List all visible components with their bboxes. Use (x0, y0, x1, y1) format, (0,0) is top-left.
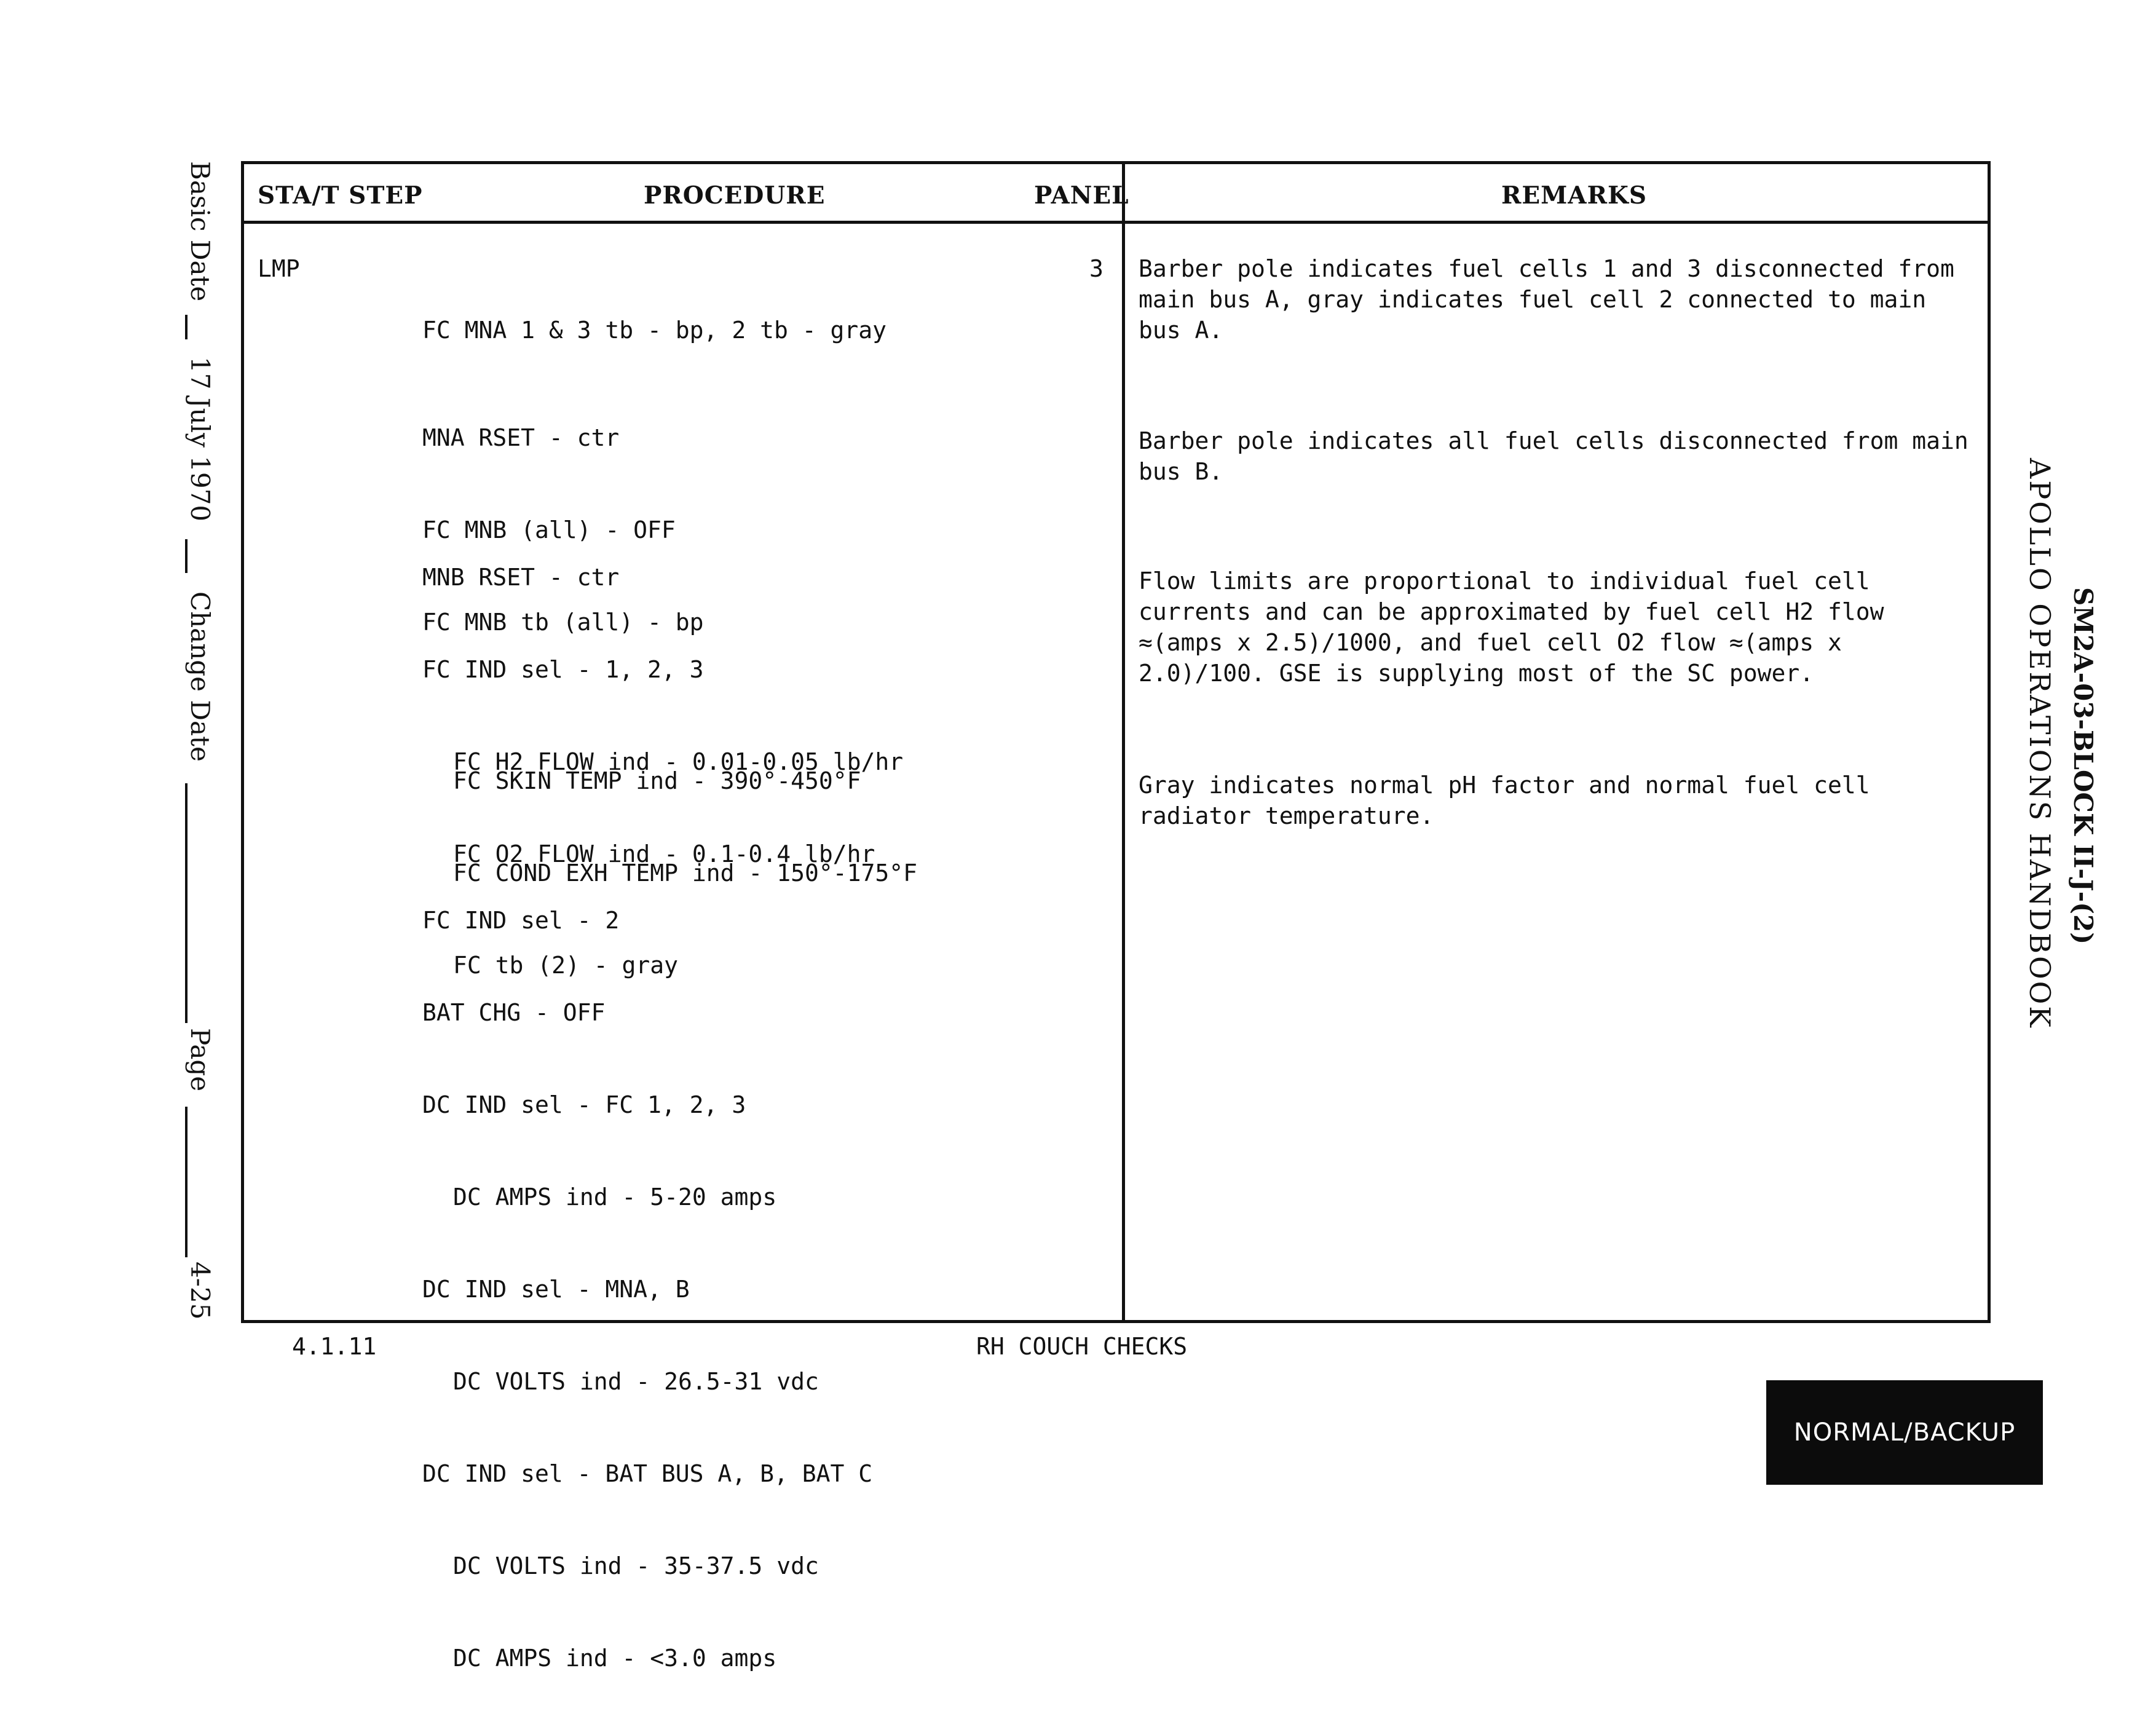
section-number: 4.1.11 (292, 1333, 377, 1360)
procedure-line: DC IND sel - BAT BUS A, B, BAT C (422, 1460, 873, 1487)
basic-date-rule (185, 315, 215, 339)
header-sta-step: STA/T STEP (258, 181, 423, 210)
procedure-line: DC IND sel - MNA, B (422, 1276, 690, 1303)
procedure-line: FC MNA 1 & 3 tb - bp, 2 tb - gray (422, 317, 886, 344)
procedure-line: FC SKIN TEMP ind - 390°-450°F (453, 767, 861, 794)
procedure-line: FC MNB (all) - OFF (422, 516, 676, 543)
column-divider (1122, 164, 1125, 1320)
header-remarks: REMARKS (1501, 181, 1648, 210)
remark-fc-mnb: Barber pole indicates all fuel cells disconnected from main bus B. (1139, 427, 1968, 485)
document-id: SM2A-03-BLOCK II-J-(2) (2068, 587, 2098, 945)
basic-date-value: 17 July 1970 (185, 357, 215, 522)
procedure-group-5 (422, 844, 872, 1735)
header-procedure: PROCEDURE (644, 181, 826, 210)
page-number: 4-25 (185, 1262, 215, 1320)
left-margin-info (172, 161, 215, 1323)
procedure-line: FC IND sel - 2 (422, 907, 620, 934)
procedure-line: DC AMPS ind - 5-20 amps (453, 1184, 777, 1211)
procedure-line: FC O2 FLOW ind - 0.1-0.4 lb/hr (453, 840, 875, 868)
remark-gray-ph: Gray indicates normal pH factor and normal fuel cell radiator temperature. (1139, 772, 1870, 829)
procedure-line: DC IND sel - FC 1, 2, 3 (422, 1091, 746, 1118)
procedure-line: DC VOLTS ind - 26.5-31 vdc (453, 1368, 819, 1395)
page-label: Page (185, 1028, 215, 1092)
page-rule (185, 1107, 215, 1257)
station-cell: LMP (258, 255, 300, 282)
change-date-label: Change Date (185, 591, 215, 762)
procedure-line: MNB RSET - ctr (422, 564, 620, 591)
header-divider (244, 221, 1988, 224)
procedure-line: FC H2 FLOW ind - 0.01-0.05 lb/hr (453, 748, 904, 775)
basic-date-label: Basic Date (185, 161, 215, 302)
change-date-rule (185, 783, 215, 1023)
procedure-line: BAT CHG - OFF (422, 999, 606, 1026)
basic-date-rule-end (185, 539, 215, 573)
handbook-title: APOLLO OPERATIONS HANDBOOK (2023, 458, 2056, 1029)
procedure-line: DC VOLTS ind - 35-37.5 vdc (453, 1552, 819, 1579)
remark-fc-mna: Barber pole indicates fuel cells 1 and 3 disconnected from main bus A, gray indicates fuel cell 2 connected to main bus A. (1139, 255, 1954, 344)
procedure-line: MNA RSET - ctr (422, 424, 620, 451)
procedure-line: DC AMPS ind - <3.0 amps (453, 1645, 777, 1672)
procedure-line: FC IND sel - 1, 2, 3 (422, 656, 704, 683)
procedure-line: FC MNB tb (all) - bp (422, 609, 704, 636)
section-title: RH COUCH CHECKS (976, 1333, 1188, 1360)
procedure-line: FC COND EXH TEMP ind - 150°-175°F (453, 860, 917, 887)
procedure-line: FC tb (2) - gray (453, 952, 679, 979)
normal-backup-badge: NORMAL/BACKUP (1766, 1380, 2043, 1485)
panel-cell: 3 (1089, 255, 1104, 282)
remark-flow-limits: Flow limits are proportional to individual fuel cell currents and can be approximated by fuel cell H2 flow ≈(amps x 2.5)/1000, and fuel cell O2 flow ≈(amps x 2.0)/100. GSE is supplying most of the SC power. (1139, 567, 1884, 687)
header-panel: PANEL (1034, 181, 1129, 210)
